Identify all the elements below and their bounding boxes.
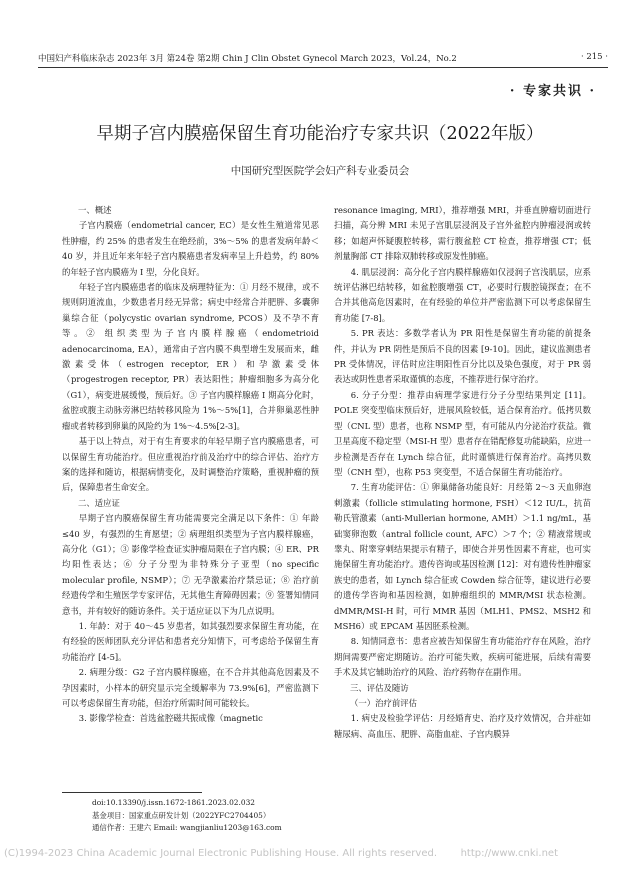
left-column xyxy=(62,203,319,727)
paragraph: 2. 病理分级：G2 子宫内膜样腺癌，在不合并其他高危因素及不孕因素时，小样本的研究显示完全缓解率为 73.9%[6]，严密监测下可以考虑保留生育功能，但治疗所需时间可能较长。 xyxy=(62,667,319,708)
cnki-url: http://www.cnki.net xyxy=(460,848,558,859)
paragraph: 7. 生育功能评估：① 卵巢储备功能良好：月经第 2～3 天血卵泡刺激素（follicle stimulating hormone, FSH）＜12 IU/L，抗苗勒氏管激素（anti-Mullerian hormone, AMH）＞1.1 ng/mL，基础窦卵泡数（antral follicle count, AFC）＞7 个；② 精液常规或睾丸、附睾穿刺结果提示有精子，即使合并男性因素不育症，也可实施保留生育功能治疗。遗传咨询或基因检测 [12]：对有遗传性肿瘤家族史的患者，如 Lynch 综合征或 Cowden 综合征等，建议进行必要的遗传学咨询和基因检测，如肿瘤组织的 MMR/MSI 状态检测。dMMR/MSI-H 时，可行 MMR 基因（MLH1、PMS2、MSH2 和 MSH6）或 EPCAM 基因胚系检测。 xyxy=(334,482,591,631)
paragraph: 早期子宫内膜癌保留生育功能需要完全满足以下条件：① 年龄≤40 岁，有强烈的生育愿望；② 病理组织类型为子宫内膜样腺癌，高分化（G1）；③ 影像学检查证实肿瘤局限在子宫内膜；④ ER、PR 均阳性表达；⑥ 分子分型为非特殊分子亚型（no specific molecular profile, NSMP）；⑦ 无孕激素治疗禁忌证；⑧ 治疗前经遗传学和生殖医学专家评估，无其他生育障碍因素；⑨ 签署知情同意书，并有较好的随访条件。关于适应证以下为几点说明。 xyxy=(62,513,319,616)
journal-info: 中国妇产科临床杂志 2023年 3月 第24卷 第2期 Chin J Clin Obstet Gynecol March 2023，Vol.24，No.2 xyxy=(38,54,457,64)
paragraph: 8. 知情同意书：患者应被告知保留生育功能治疗存在风险，治疗期间需要严密定期随访。治疗可能失败，疾病可能进展，后续有需要手术及其它辅助治疗的风险、治疗药物存在副作用。 xyxy=(334,636,591,678)
paragraph: 1. 年龄：对于 40～45 岁患者，如其强烈要求保留生育功能，在有经验的医师团队充分评估和患者充分知情下，可考虑给予保留生育功能治疗 [4-5]。 xyxy=(62,620,319,662)
header-rule xyxy=(38,67,608,68)
doi-text: doi:10.13390/j.issn.1672-1861.2023.02.032 xyxy=(92,798,255,807)
paragraph: resonance imaging, MRI），推荐增强 MRI，并垂直肿瘤切面进行扫描，高分辨 MRI 未见子宫肌层浸润及子宫外盆腔内肿瘤浸润或转移；如超声怀疑腹腔转移，需行腹盆腔 CT 检查，推荐增强 CT；低剂量胸部 CT 排除双肺转移或原发性肺癌。 xyxy=(334,205,591,262)
running-header xyxy=(38,52,608,66)
footnote-rule xyxy=(62,792,202,793)
fund-text: 基金项目：国家重点研发计划（2022YFC2704405） xyxy=(92,810,271,820)
section-heading: 一、概述 xyxy=(78,205,112,215)
page-number: · 215 · xyxy=(580,52,608,62)
section-heading: 二、适应证 xyxy=(78,497,120,508)
paragraph: 4. 肌层浸润：高分化子宫内膜样腺癌如仅浸润子宫浅肌层，应系统评估淋巴结转移，如盆腔腹增强 CT，必要时行腹腔镜探查；在不合并其他高危因素时，在有经验的单位并严密监测下可以考虑保留生育功能 [7-8]。 xyxy=(334,266,591,323)
section-heading: 三、评估及随访 xyxy=(350,682,409,693)
copyright-text: (C)1994-2023 China Academic Journal Electronic Publishing House. All rights reserved. xyxy=(4,848,437,859)
paragraph: 6. 分子分型：推荐由病理学家进行分子分型结果判定 [11]。POLE 突变型临床预后好，进展风险较低，适合保育治疗。低拷贝数型（CNL 型）患者，也称 NSMP 型，有可能从内分泌治疗获益。微卫星高度不稳定型（MSI-H 型）患者存在错配修复功能缺陷，应进一步检测是否存在 Lynch 综合征，此时谨慎进行保育治疗。高拷贝数型（CNH 型），也称 P53 突变型，不适合保留生育功能治疗。 xyxy=(334,389,591,477)
paragraph: 年轻子宫内膜癌患者的临床及病理特征为：① 月经不规律，或不规则阴道流血，少数患者月经无异常；病史中经常合并肥胖、多囊卵巢综合征（polycystic ovarian syndrome, PCOS）及不孕不育等。② 组织类型为子宫内膜样腺癌（endometrioid adenocarcinoma, EA），通常由子宫内膜不典型增生发展而来，雌激素受体（estrogen receptor, ER）和孕激素受体（progestrogen receptor, PR）表达阳性；肿瘤细胞多为高分化（G1），病变进展缓慢，预后好。③ 子宫内膜样腺癌 Ⅰ 期高分化时，盆腔或腹主动脉旁淋巴结转移风险为 1%～5%[1]，合并卵巢恶性肿瘤或者转移到卵巢的风险约为 1%～4.5%[2-3]。 xyxy=(62,282,319,431)
right-column xyxy=(334,203,591,742)
footnote xyxy=(92,797,322,835)
paragraph: 子宫内膜癌（endometrial cancer, EC）是女性生殖道常见恶性肿瘤，约 25% 的患者发生在绝经前，3%～5% 的患者发病年龄＜40 岁，并且近年来年轻子宫内膜癌患者发病率呈上升趋势，约 80% 的年轻子宫内膜癌为 Ⅰ 型，分化良好。 xyxy=(62,220,319,277)
section-tag: · 专家共识 · xyxy=(509,84,596,99)
paragraph: 1. 病史及检验学评估：月经婚育史、治疗及疗效情况，合并症如糖尿病、高血压、肥胖、高脂血症、子宫内膜异 xyxy=(334,713,591,739)
paragraph: 基于以上特点，对于有生育要求的年轻早期子宫内膜癌患者，可以保留生育功能治疗。但应重视治疗前及治疗中的综合评估、治疗方案的选择和随访，根据病情变化，及时调整治疗策略，重视肿瘤的预后，保障患者生命安全。 xyxy=(62,436,319,493)
paragraph: 5. PR 表达：多数学者认为 PR 阳性是保留生育功能的前提条件，并认为 PR 阴性是预后不良的因素 [9-10]。因此，建议监测患者 PR 受体情况，评估时应注明阳性百分比以及染色强度，对于 PR 弱表达或阴性患者采取谨慎的态度，不推荐进行保守治疗。 xyxy=(334,328,591,385)
corresponding-author-text: 通信作者：王建六 Email: wangjianliu1203@163.com xyxy=(92,823,282,832)
author-line: 中国研究型医院学会妇产科专业委员会 xyxy=(230,165,410,177)
section-heading: （一）治疗前评估 xyxy=(350,698,417,708)
paragraph: 3. 影像学检查：首选盆腔磁共振成像（magnetic xyxy=(78,713,263,724)
article-title: 早期子宫内膜癌保留生育功能治疗专家共识（2022年版） xyxy=(96,124,544,144)
